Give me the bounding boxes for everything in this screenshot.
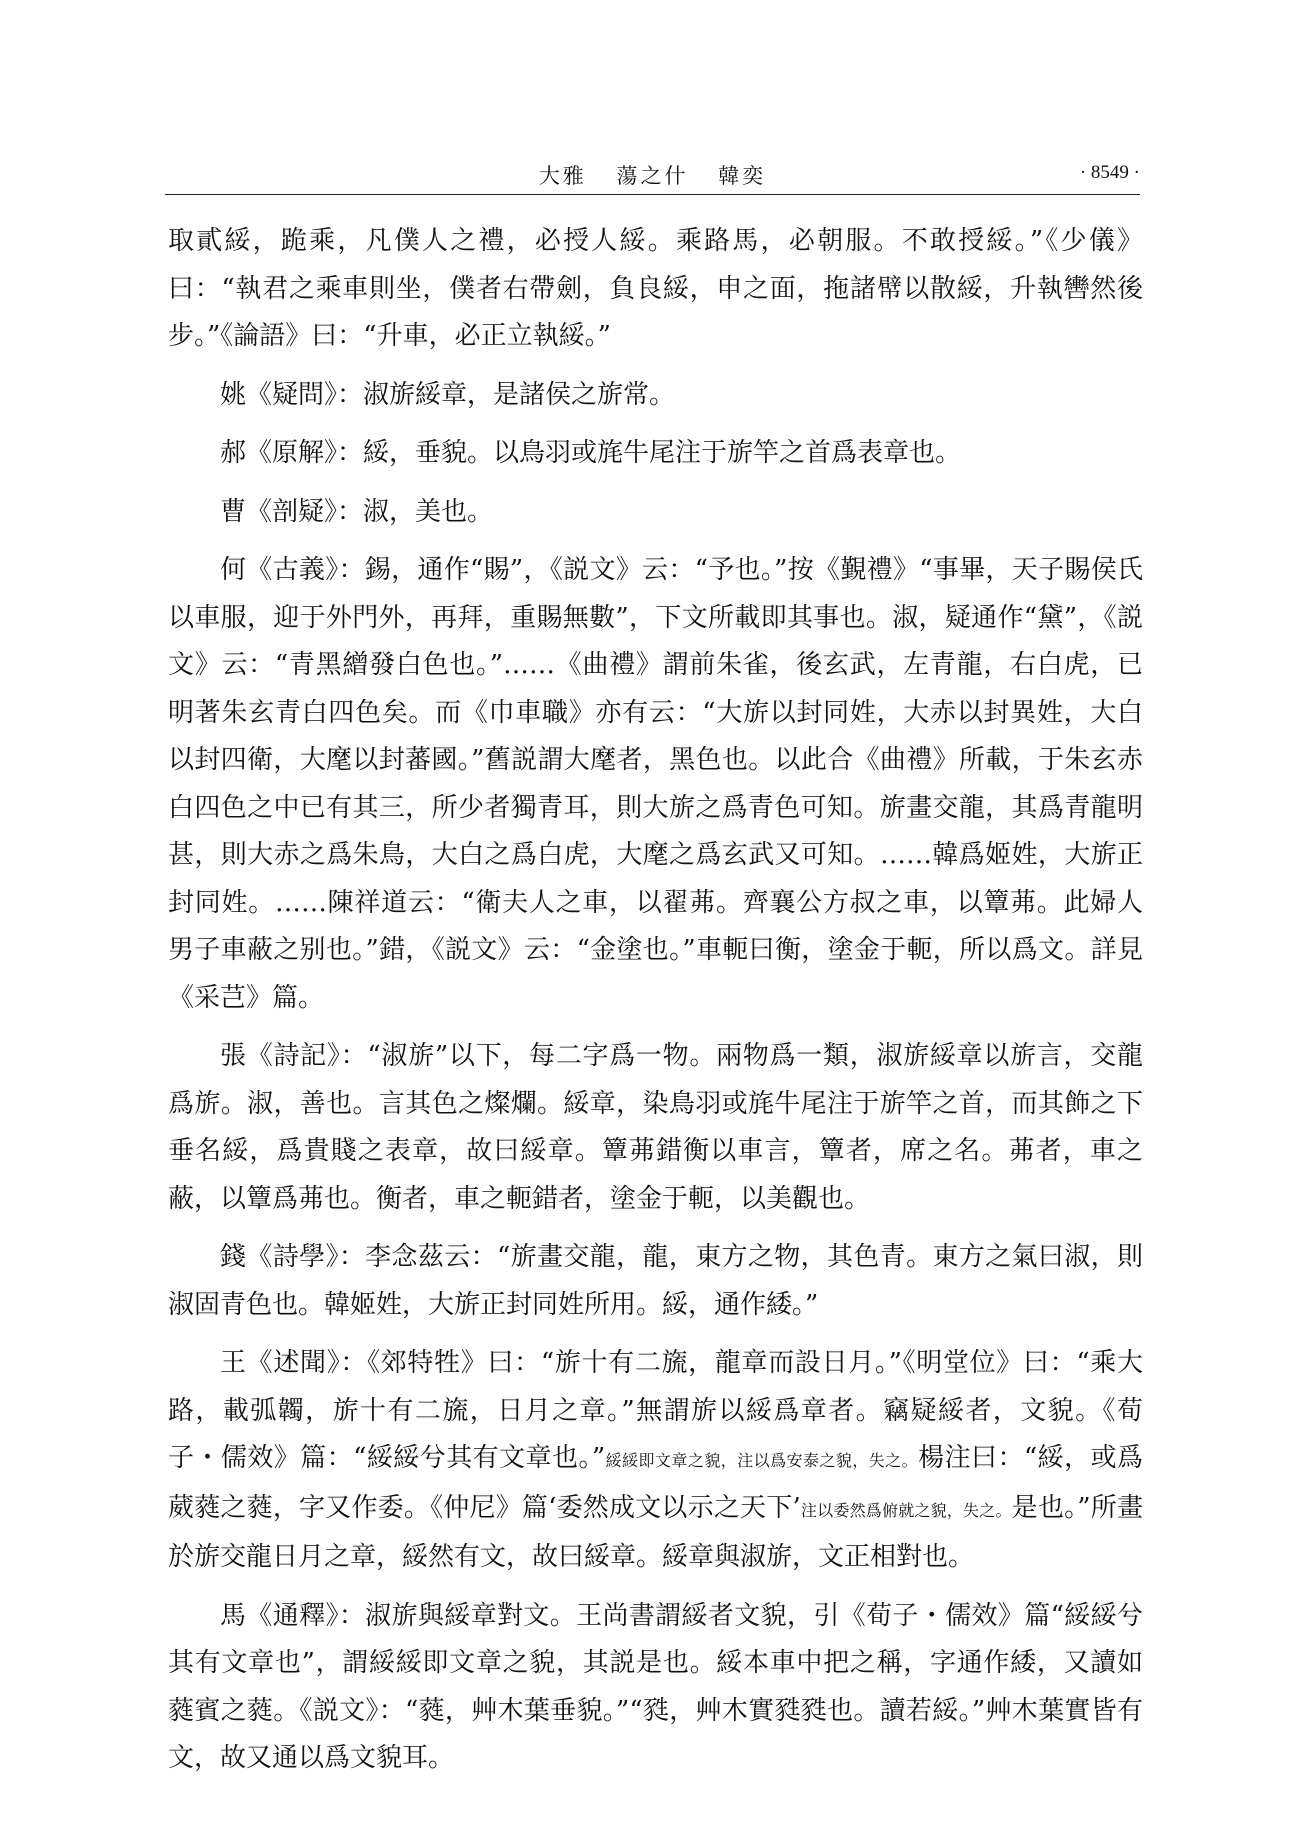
paragraph bbox=[168, 1234, 1143, 1329]
header-part-1: 大雅 bbox=[538, 164, 587, 188]
paragraph bbox=[168, 218, 1143, 361]
header-part-3: 韓奕 bbox=[718, 164, 767, 188]
text-segment: 取貳綏，跪乘，凡僕人之禮，必授人綏。乘路馬，必朝服。不敢授綏。”《少儀》曰：“執君之乘車則坐，僕者右帶劍，負良綏，申之面，拖諸幦以散綏，升執轡然後步。”《論語》曰：“升車，必正立執綏。” bbox=[168, 226, 1143, 351]
running-header bbox=[165, 150, 1140, 195]
text-segment: 郝《原解》：綏，垂貌。以鳥羽或旄牛尾注于旂竿之首爲表章也。 bbox=[220, 438, 962, 468]
text-segment: 錢《詩學》：李念茲云：“旂畫交龍，龍，東方之物，其色青。東方之氣曰淑，則淑固青色也。韓姬姓，大旂正封同姓所用。綏，通作緌。” bbox=[168, 1242, 1143, 1320]
text-segment: 是也。”所畫於旂交龍日月之章，綏然有文，故曰綏章。綏章與淑旂，文正相對也。 bbox=[168, 1492, 1143, 1572]
paragraph bbox=[168, 489, 1143, 537]
text-segment: 王《述聞》：《郊特牲》曰：“旂十有二旒，龍章而設日月。”《明堂位》曰：“乘大路，載弧韣，旂十有二旒，日月之章。”無謂旂以綏爲章者。竊疑綏者，文貌。《荀子・儒效》篇：“綏綏兮其有文章也。” bbox=[168, 1348, 1143, 1473]
paragraph bbox=[168, 1033, 1143, 1223]
header-part-2: 蕩之什 bbox=[616, 164, 689, 188]
paragraph bbox=[168, 1340, 1143, 1582]
paragraph bbox=[168, 372, 1143, 420]
text-segment: 曹《剖疑》：淑，美也。 bbox=[220, 496, 494, 527]
text-segment: 張《詩記》：“淑旂”以下，每二字爲一物。兩物爲一類，淑旂綏章以旂言，交龍爲旂。淑，善也。言其色之燦爛。綏章，染鳥羽或旄牛尾注于旂竿之首，而其飾之下垂名綏，爲貴賤之表章，故曰綏章。簟茀錯衡以車言，簟者，席之名。茀者，車之蔽，以簟爲茀也。衡者，車之軛錯者，塗金于軛，以美觀也。 bbox=[168, 1041, 1143, 1214]
interlinear-note: 綏綏即文章之貌，注以爲安泰之貌，失之。 bbox=[605, 1451, 919, 1470]
paragraph bbox=[168, 1593, 1143, 1783]
text-segment: 楊注曰：“綏，或爲葳蕤之蕤，字又作委。《仲尼》篇‘委然成文以示之天下’ bbox=[168, 1443, 1143, 1523]
text-segment: 何《古義》：錫，通作“賜”，《説文》云：“予也。”按《覲禮》“事畢，天子賜侯氏以車服，迎于外門外，再拜，重賜無數”，下文所載即其事也。淑，疑通作“黛”，《説文》云：“青黑繒發白色也。”……《曲禮》謂前朱雀，後玄武，左青龍，右白虎，已明著朱玄青白四色矣。而《巾車職》亦有云：“大旂以封同姓，大赤以封異姓，大白以封四衛，大麾以封蕃國。”舊説謂大麾者，黑色也。以此合《曲禮》所載，于朱玄赤白四色之中已有其三，所少者獨青耳，則大旂之爲青色可知。旂畫交龍，其爲青龍明甚，則大赤之爲朱鳥，大白之爲白虎，大麾之爲玄武又可知。……韓爲姬姓，大旂正封同姓。……陳祥道云：“衛夫人之車，以翟茀。齊襄公方叔之車，以簟茀。此婦人男子車蔽之别也。”錯，《説文》云：“金塗也。”車軛曰衡，塗金于軛，所以爲文。詳見《采芑》篇。 bbox=[168, 555, 1143, 1013]
main-text bbox=[168, 218, 1143, 1794]
paragraph bbox=[168, 547, 1143, 1022]
text-segment: 姚《疑問》：淑旂綏章，是諸侯之旂常。 bbox=[220, 379, 676, 410]
interlinear-note: 注以委然爲俯就之貌，失之。 bbox=[800, 1500, 1012, 1520]
paragraph bbox=[168, 430, 1143, 478]
header-title bbox=[165, 160, 1140, 190]
page-number: · 8549 · bbox=[1079, 162, 1140, 183]
text-segment: 馬《通釋》：淑旂與綏章對文。王尚書謂綏者文貌，引《荀子・儒效》篇“綏綏兮其有文章也”，謂綏綏即文章之貌，其説是也。綏本車中把之稱，字通作緌，又讀如蕤賓之蕤。《説文》：“蕤，艸木葉垂貌。”“甤，艸木實甤甤也。讀若綏。”艸木葉實皆有文，故又通以爲文貌耳。 bbox=[168, 1600, 1143, 1773]
